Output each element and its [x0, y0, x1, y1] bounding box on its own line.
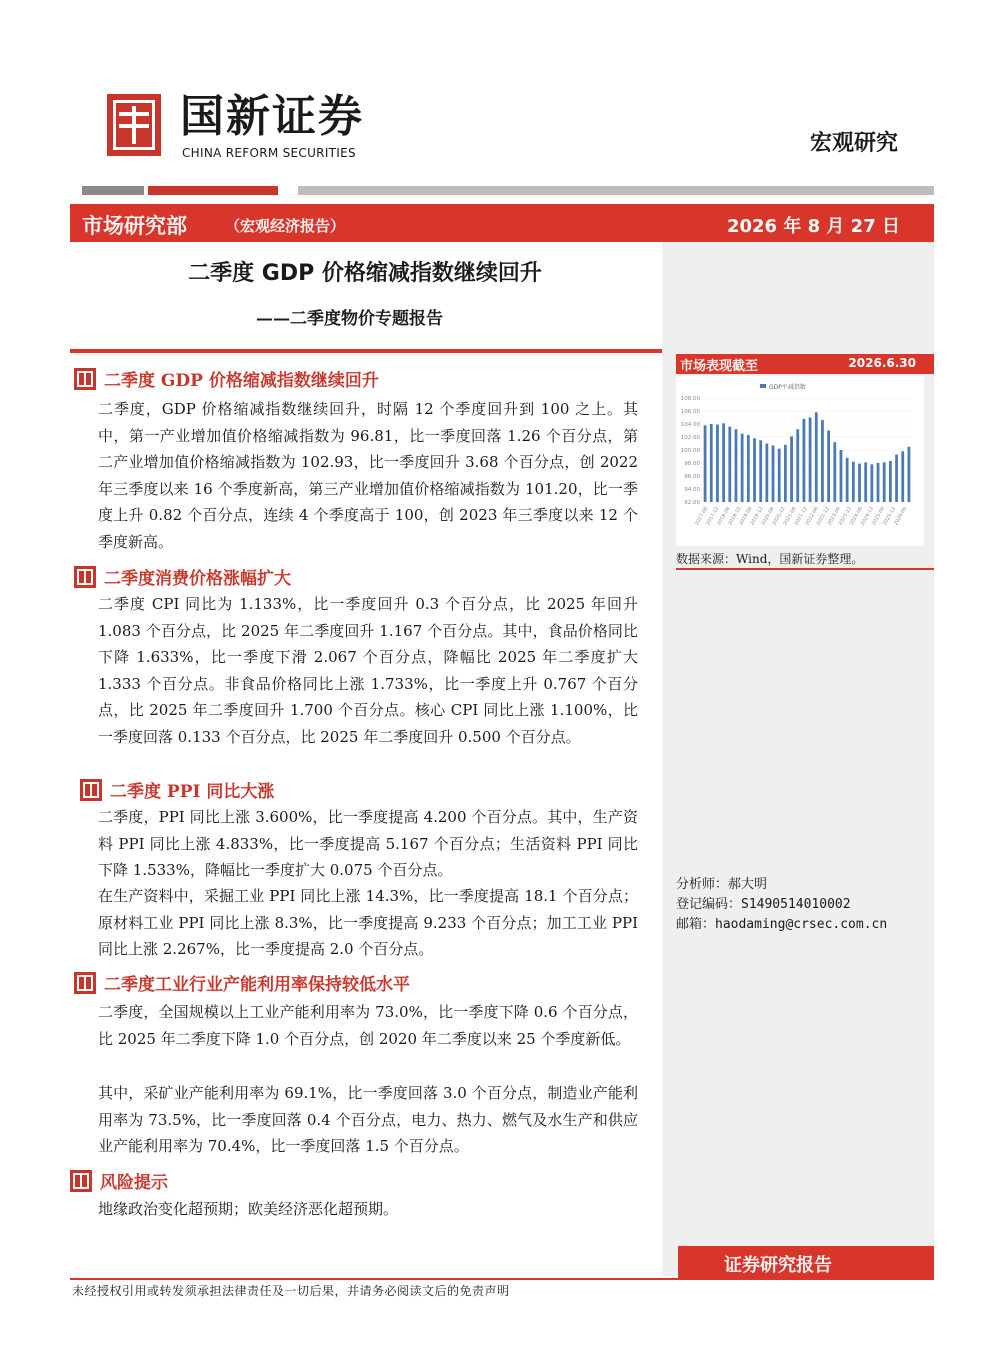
bar — [908, 447, 911, 502]
section-heading-capacity — [74, 970, 410, 995]
page-title: 二季度 GDP 价格缩减指数继续回升 — [188, 261, 542, 286]
section-logo-icon — [74, 566, 96, 588]
x-tick-label: 2021-06 — [783, 506, 798, 527]
section-title: 二季度 GDP 价格缩减指数继续回升 — [104, 371, 379, 391]
y-tick-label: 98.00 — [684, 461, 700, 467]
market-performance-label: 市场表现截至 — [680, 359, 759, 374]
bar — [827, 431, 830, 503]
section-heading-gdp — [74, 366, 379, 391]
section-heading-risk — [70, 1168, 168, 1193]
x-tick-label: 2024-06 — [849, 506, 864, 527]
bar — [833, 442, 836, 502]
bar — [747, 435, 750, 502]
chart-svg — [676, 376, 924, 546]
section-logo-icon — [70, 1170, 92, 1192]
bar — [778, 449, 781, 502]
bar — [710, 424, 713, 502]
section-rule — [70, 349, 662, 353]
bar — [858, 464, 861, 502]
legend-swatch — [760, 384, 766, 388]
bar — [895, 455, 898, 502]
header-stripe-light — [298, 186, 934, 195]
report-date: 2026 年 8 月 27 日 — [726, 216, 900, 237]
y-tick-label: 94.00 — [684, 487, 700, 493]
header-stripe-red — [148, 186, 278, 195]
brand-name-cn: 国新证券 — [180, 91, 364, 142]
section-logo-icon — [74, 972, 96, 994]
chart-source: 数据来源：Wind，国新证券整理。 — [676, 552, 864, 566]
y-tick-label: 108.00 — [680, 396, 700, 402]
analyst-reg-no: 登记编码：S1490514010002 — [676, 897, 851, 912]
x-tick-label: 2018-12 — [728, 506, 743, 527]
section-paragraph: 地缘政治变化超预期；欧美经济恶化超预期。 — [98, 1200, 399, 1218]
analyst-email[interactable]: 邮箱：haodaming@crsec.com.cn — [676, 917, 888, 932]
section-heading-ppi — [80, 777, 274, 802]
x-tick-label: 2025-12 — [882, 506, 898, 527]
section-title: 二季度工业行业产能利用率保持较低水平 — [104, 975, 410, 995]
bar — [765, 444, 768, 503]
section-paragraph: 二季度，GDP 价格缩减指数继续回升，时隔 12 个季度回升到 100 之上。其中，第一产业增加值价格缩减指数为 96.81，比一季度回落 1.26 个百分点，第二产业增加值价格缩减指数为 102.93，比一季度回升 3.68 个百分点，创 2022 年三季度以来 16 个季度新高，第三产业增加值价格缩减指数为 101.20，比一季度上升 0.82 个百分点，连续 4 个季度高于 100，创 2023 年三季度以来 12 个季度新高。 — [98, 400, 638, 551]
footer-rule — [70, 1278, 934, 1280]
x-tick-label: 2022-12 — [816, 506, 831, 527]
bar — [784, 445, 787, 502]
section-paragraph: 二季度，全国规模以上工业产能利用率为 73.0%，比一季度下降 0.6 个百分点，比 2025 年二季度下降 1.0 个百分点，创 2020 年二季度以来 25 个季度新低。 — [98, 1003, 638, 1048]
section-paragraph: 二季度 CPI 同比为 1.133%，比一季度回升 0.3 个百分点，比 2025 年回升 1.083 个百分点，比 2025 年二季度回升 1.167 个百分点。其中，食品价格同比下降 1.633%，比一季度下滑 2.067 个百分点，降幅比 2025 年二季度扩大 1.333 个百分点。非食品价格同比上涨 1.733%，比一季度上升 0.767 个百分点，比 2025 年二季度回升 1.700 个百分点。核心 CPI 同比上涨 1.100%，比一季度回落 0.133 个百分点，比 2025 年二季度回升 0.500 个百分点。 — [98, 595, 638, 746]
section-paragraph: 二季度，PPI 同比上涨 3.600%，比一季度提高 4.200 个百分点。其中，生产资料 PPI 同比上涨 4.833%，比一季度提高 5.167 个百分点；生活资料 PPI 同比下降 1.533%，降幅比一季度扩大 0.075 个百分点。 — [98, 808, 638, 879]
section-title: 二季度 PPI 同比大涨 — [110, 782, 275, 802]
bar — [901, 451, 904, 502]
y-tick-label: 104.00 — [680, 422, 700, 428]
x-tick-label: 2018-06 — [717, 506, 732, 527]
bar — [870, 464, 873, 502]
section-heading-cpi — [74, 564, 291, 589]
bar — [759, 440, 762, 502]
bar — [735, 429, 738, 502]
report-category: 宏观研究 — [810, 131, 899, 156]
x-tick-label: 2023-12 — [838, 506, 853, 527]
section-paragraph: 其中，采矿业产能利用率为 69.1%，比一季度回落 3.0 个百分点，制造业产能利用率为 73.5%，比一季度回落 0.4 个百分点，电力、热力、燃气及水生产和供应业产能利用率为 70.4%，比一季度回落 1.5 个百分点。 — [98, 1084, 638, 1155]
report-type: 证券研究报告 — [724, 1255, 832, 1276]
bar — [846, 458, 849, 502]
market-performance-date: 2026.6.30 — [848, 356, 916, 370]
bar — [864, 462, 867, 502]
section-paragraph: 在生产资料中，采掘工业 PPI 同比上涨 14.3%，比一季度提高 18.1 个百分点；原材料工业 PPI 同比上涨 8.3%，比一季度提高 9.233 个百分点；加工工业 PPI 同比上涨 2.267%，比一季度提高 2.0 个百分点。 — [98, 887, 638, 958]
department-name: 市场研究部 — [82, 214, 187, 238]
bar — [716, 425, 719, 502]
x-tick-label: 2021-12 — [794, 506, 809, 527]
y-tick-label: 100.00 — [680, 448, 700, 454]
x-tick-label: 2023-06 — [827, 506, 842, 527]
bar — [840, 450, 843, 502]
department-bar — [70, 204, 934, 242]
bar — [790, 436, 793, 502]
x-tick-label: 2017-12 — [705, 506, 721, 527]
x-tick-label: 2020-12 — [772, 506, 787, 527]
bar — [815, 412, 818, 502]
x-tick-label: 2019-06 — [739, 506, 754, 527]
y-tick-label: 106.00 — [680, 409, 700, 415]
bar — [772, 445, 775, 502]
x-tick-label: 2020-06 — [761, 506, 776, 527]
analyst-name: 分析师：郝大明 — [676, 877, 768, 892]
legend-label: GDP平减指数 — [769, 384, 806, 391]
bar — [889, 461, 892, 502]
section-title: 风险提示 — [100, 1173, 168, 1193]
y-tick-label: 102.00 — [680, 435, 700, 441]
bar — [722, 423, 725, 502]
disclaimer: 未经授权引用或转发须承担法律责任及一切后果，并请务必阅读文后的免责声明 — [72, 1284, 510, 1298]
y-tick-label: 96.00 — [684, 474, 700, 480]
bar — [883, 462, 886, 502]
bar — [753, 438, 756, 502]
sidebar-rule — [676, 568, 934, 570]
x-tick-label: 2026-06 — [893, 506, 909, 527]
department-sub: （宏观经济报告） — [225, 217, 346, 235]
brand-name-en: CHINA REFORM SECURITIES — [182, 146, 356, 160]
bar — [796, 429, 799, 502]
x-tick-label: 2024-12 — [860, 506, 876, 527]
market-performance-bar — [676, 354, 934, 374]
bar — [852, 462, 855, 502]
x-tick-label: 2019-12 — [750, 506, 765, 527]
x-tick-label: 2017-06 — [694, 506, 710, 527]
x-tick-label: 2022-06 — [805, 506, 820, 527]
header-stripe-gray — [82, 186, 144, 195]
section-title: 二季度消费价格涨幅扩大 — [104, 569, 291, 589]
bar — [803, 419, 806, 502]
x-tick-label: 2025-06 — [871, 506, 887, 527]
y-tick-label: 92.00 — [684, 500, 700, 506]
page-subtitle: ——二季度物价专题报告 — [256, 309, 443, 329]
bar — [728, 427, 731, 502]
bar — [809, 418, 812, 503]
bar — [877, 463, 880, 502]
gdp-deflator-chart — [676, 376, 924, 546]
section-logo-icon — [74, 368, 96, 390]
bar — [704, 425, 707, 502]
bar — [741, 434, 744, 502]
report-type-bar — [678, 1246, 934, 1278]
bar — [821, 420, 824, 502]
logo-icon — [107, 94, 161, 156]
section-logo-icon — [80, 779, 102, 801]
